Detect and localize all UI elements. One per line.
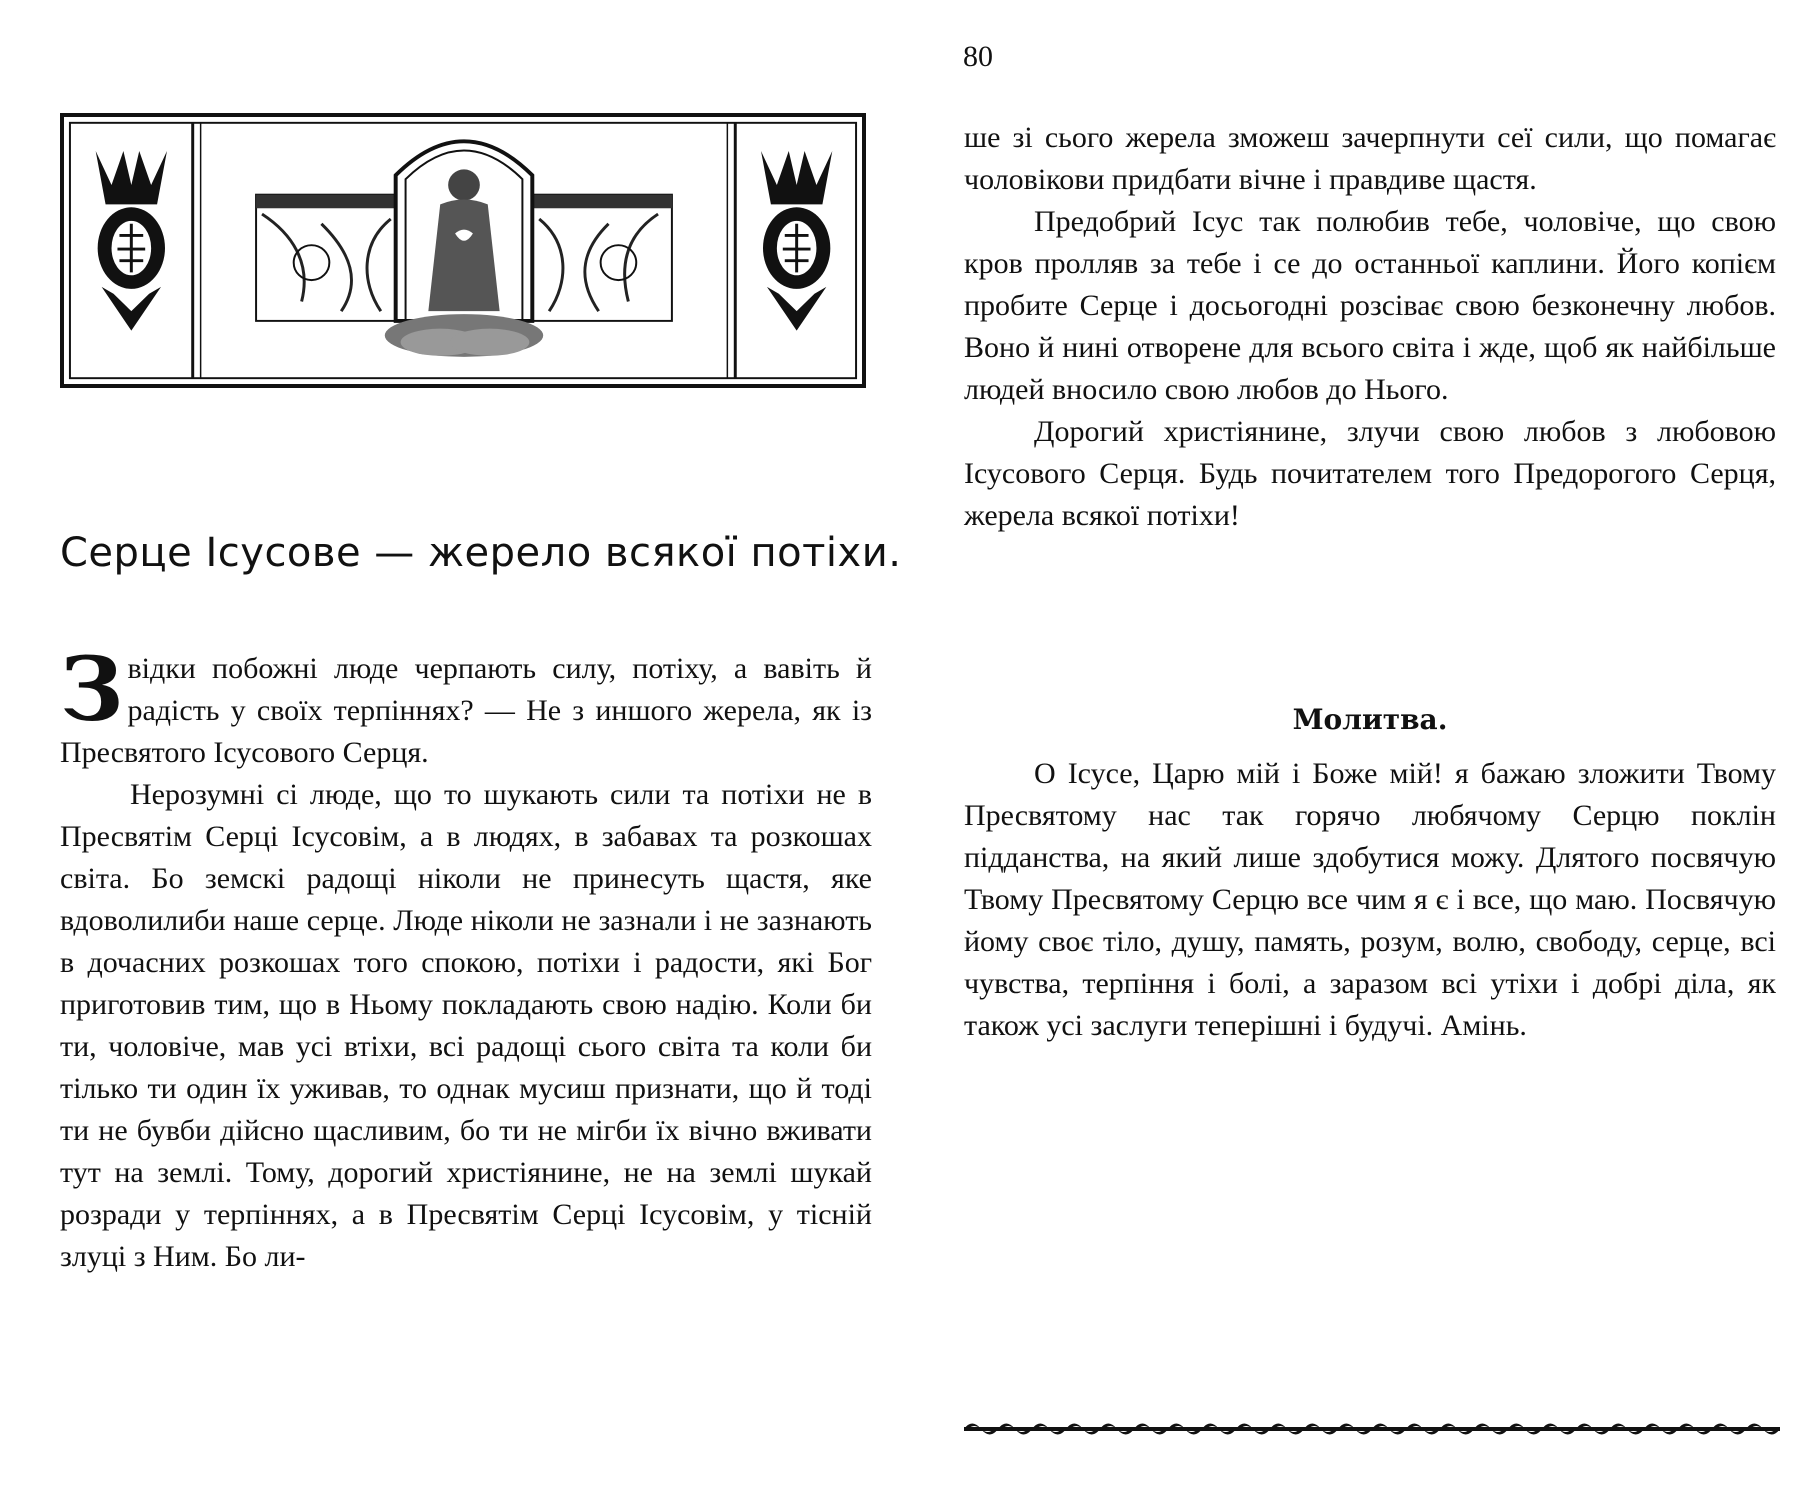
left-column-text	[60, 637, 872, 1278]
second-paragraph: Нерозумні сі люде, що то шукають сили та потіхи не в Пресвятім Серці Ісусовім, а в людях, в забавах та розкошах світа. Бо земскі радощі ніколи не принесуть щастя, яке вдоволилиби наше серце. Люде ніколи не зазнали і не зазнають в дочасних розкошах того спокою, потіхи і радости, які Бог приготовив тим, що в Ньому покладають свою надію. Коли би ти, чоловіче, мав усі втіхи, всі радощі сього світа та коли би тілько ти один їх уживав, то однак мусиш признати, що й тоді ти не бувби дійсно щасливим, бо ти не мігби їх вічно вживати тут на землі. Тому, дорогий христіянине, не на землі шукай розради у терпіннях, а в Пресвятім Серці Ісусовім, у тісній злуці з Ним. Бо ли-	[60, 778, 872, 1273]
first-paragraph-text: відки побожні люде черпають силу, потіху, а вавіть й радість у своїх терпіннях? — Не з иншого жерела, як із Пресвятого Ісусового Серця.	[60, 652, 872, 769]
page-number: 80	[963, 40, 993, 73]
paragraph-preдобрий: Предобрий Ісус так полюбив тебе, чоловіче, що свою кров пролляв за тебе і се до останньої каплини. Його копієм пробите Серце і досьогодні розсіває свою безконечну любов. Воно й нині отворене для всього світа і жде, щоб як найбільше людей вносило свою любов до Нього.	[964, 205, 1776, 406]
prayer-text: О Ісусе, Царю мій і Боже мій! я бажаю зложити Твому Пресвятому нас так горячо любячому Серцю поклін підданства, на який лише здобутися можу. Длятого посвячую Твому Пресвятому Серцю все чим я є і все, що маю. Посвячую йому своє тіло, душу, память, розум, волю, свободу, серце, всі чувства, терпіння і болі, а заразом всі утіхи і добрі діла, як також усі заслуги теперішні і будучі. Амінь.	[964, 757, 1776, 1042]
prayer-section	[964, 753, 1776, 1047]
header-ornament	[60, 113, 866, 388]
right-page	[909, 0, 1818, 1500]
decorative-border-icon	[964, 1418, 1780, 1440]
paragraph-dorohyi: Дорогий христіянине, злучи свою любов з любовою Ісусового Серця. Будь почитателем того Предорогого Серця, жерела всякої потіхи!	[964, 415, 1776, 532]
continued-paragraph: ше зі сього жерела зможеш зачерпнути сеї сили, що помагає чоловікови придбати вічне і правдиве щастя.	[964, 121, 1776, 196]
prayer-heading: Молитва.	[1292, 703, 1448, 736]
right-column-text	[964, 117, 1776, 537]
sacred-heart-ornament-icon	[64, 117, 862, 384]
first-paragraph	[60, 637, 872, 774]
page-title: Серце Ісусове — жерело всякої потіхи.	[60, 530, 902, 576]
drop-cap: З	[60, 637, 124, 741]
